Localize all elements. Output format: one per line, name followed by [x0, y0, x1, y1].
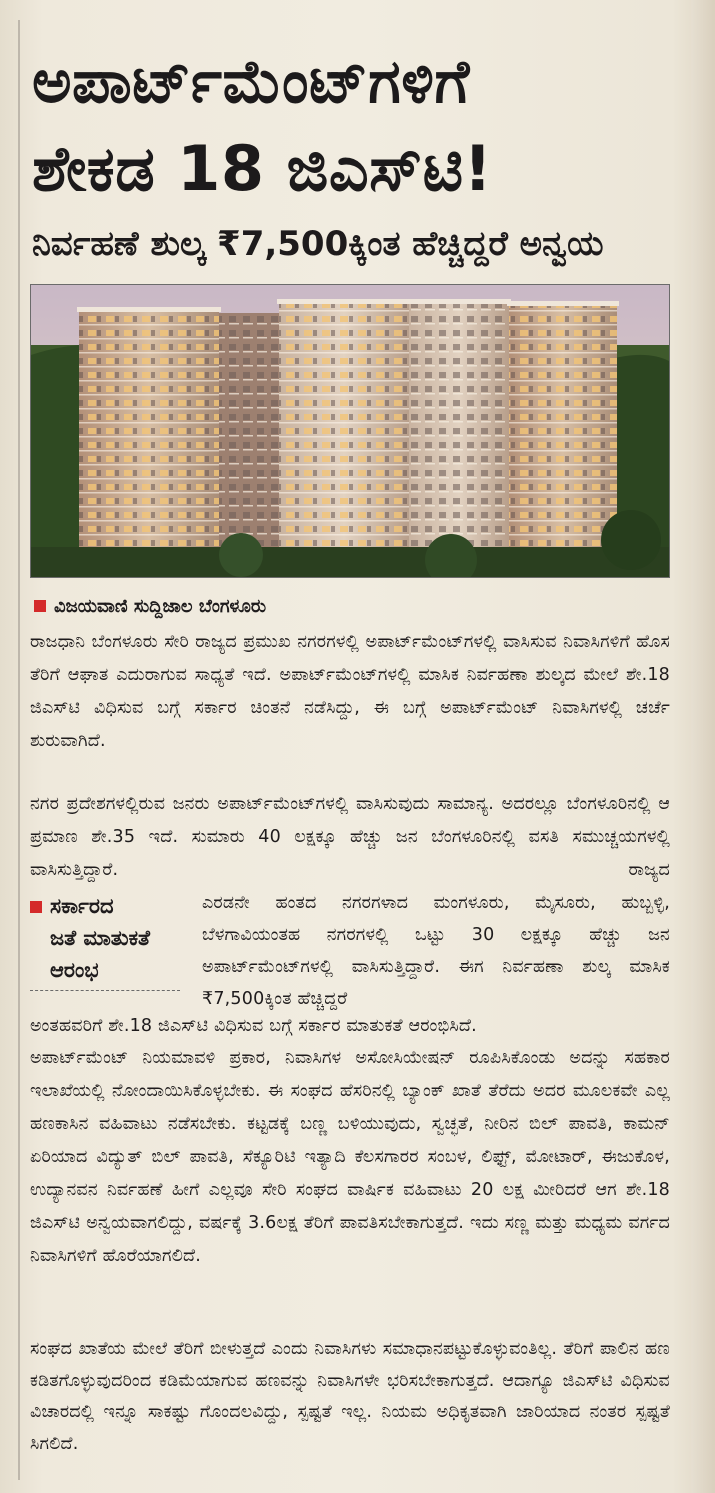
- paragraph-2-wide: ನಗರ ಪ್ರದೇಶಗಳಲ್ಲಿರುವ ಜನರು ಅಪಾರ್ಟ್‌ಮೆಂಟ್‌ಗಳಲ್ಲಿ ವಾಸಿಸುವುದು ಸಾಮಾನ್ಯ. ಅದರಲ್ಲೂ ಬೆಂಗಳೂರಿನಲ್ಲಿ ಆ ಪ್ರಮಾಣ ಶೇ.35 ಇದೆ. ಸುಮಾರು 40 ಲಕ್ಷಕ್ಕೂ ಹೆಚ್ಚು ಜನ ಬೆಂಗಳೂರಿನಲ್ಲಿ ವಸತಿ ಸಮುಚ್ಚಯಗಳಲ್ಲಿ ವಾಸಿಸುತ್ತಿದ್ದಾರೆ. ರಾಜ್ಯದ: [30, 794, 670, 880]
- column-rule: [18, 20, 20, 1480]
- page-edge: [691, 0, 715, 1493]
- paragraph-1: ರಾಜಧಾನಿ ಬೆಂಗಳೂರು ಸೇರಿ ರಾಜ್ಯದ ಪ್ರಮುಖ ನಗರಗಳಲ್ಲಿ ಅಪಾರ್ಟ್‌ಮೆಂಟ್‌ಗಳಲ್ಲಿ ವಾಸಿಸುವ ನಿವಾಸಿಗಳಿಗೆ ಹೊಸ ತೆರಿಗೆ ಆಘಾತ ಎದುರಾಗುವ ಸಾಧ್ಯತೆ ಇದೆ. ಅಪಾರ್ಟ್‌ಮೆಂಟ್‌ಗಳಲ್ಲಿ ಮಾಸಿಕ ನಿರ್ವಹಣಾ ಶುಲ್ಕದ ಮೇಲೆ ಶೇ.18 ಜಿಎಸ್‌ಟಿ ವಿಧಿಸುವ ಬಗ್ಗೆ ಸರ್ಕಾರ ಚಿಂತನೆ ನಡೆಸಿದ್ದು, ಈ ಬಗ್ಗೆ ಅಪಾರ್ಟ್‌ಮೆಂಟ್ ನಿವಾಸಿಗಳಲ್ಲಿ ಚರ್ಚೆ ಶುರುವಾಗಿದೆ.: [30, 632, 670, 751]
- apartment-photo: [30, 284, 670, 578]
- paragraph-2-narrow: ಎರಡನೇ ಹಂತದ ನಗರಗಳಾದ ಮಂಗಳೂರು, ಮೈಸೂರು, ಹುಬ್ಬಳ್ಳಿ, ಬೆಳಗಾವಿಯಂತಹ ನಗರಗಳಲ್ಲಿ ಒಟ್ಟು 30 ಲಕ್ಷಕ್ಕೂ ಹೆಚ್ಚು ಜನ ಅಪಾರ್ಟ್‌ಮೆಂಟ್‌ಗಳಲ್ಲಿ ವಾಸಿಸುತ್ತಿದ್ದಾರೆ. ಈಗ ನಿರ್ವಹಣಾ ಶುಲ್ಕ ಮಾಸಿಕ ₹7,500ಕ್ಕಿಂತ ಹೆಚ್ಚಿದ್ದರೆ: [202, 893, 670, 1009]
- sidebar-heading: [30, 890, 180, 986]
- sidebar-divider: [30, 990, 180, 991]
- headline-line-1: ಅಪಾರ್ಟ್‌ಮೆಂಟ್‌ಗಳಿಗೆ: [32, 47, 470, 117]
- paragraph-2-end: ಅಂತಹವರಿಗೆ ಶೇ.18 ಜಿಎಸ್‌ಟಿ ವಿಧಿಸುವ ಬಗ್ಗೆ ಸರ್ಕಾರ ಮಾತುಕತೆ ಆರಂಭಿಸಿದೆ.: [30, 1016, 477, 1036]
- headline-line-2: ಶೇಕಡ 18 ಜಿಎಸ್‌ಟಿ!: [32, 132, 493, 205]
- paragraph-4: ಸಂಘದ ಖಾತೆಯ ಮೇಲೆ ತೆರಿಗೆ ಬೀಳುತ್ತದೆ ಎಂದು ನಿವಾಸಿಗಳು ಸಮಾಧಾನಪಟ್ಟುಕೊಳ್ಳುವಂತಿಲ್ಲ. ತೆರಿಗೆ ಪಾಲಿನ ಹಣ ಕಡಿತಗೊಳ್ಳುವುದರಿಂದ ಕಡಿಮೆಯಾಗುವ ಹಣವನ್ನು ನಿವಾಸಿಗಳೇ ಭರಿಸಬೇಕಾಗುತ್ತದೆ. ಆದಾಗ್ಯೂ ಜಿಎಸ್‌ಟಿ ವಿಧಿಸುವ ವಿಚಾರದಲ್ಲಿ ಇನ್ನೂ ಸಾಕಷ್ಟು ಗೊಂದಲವಿದ್ದು, ಸ್ಪಷ್ಟತೆ ಇಲ್ಲ. ನಿಯಮ ಅಧಿಕೃತವಾಗಿ ಜಾರಿಯಾದ ನಂತರ ಸ್ಪಷ್ಟತೆ ಸಿಗಲಿದೆ.: [30, 1339, 670, 1454]
- sidebar-heading-line-3: ಆರಂಭ: [50, 958, 99, 982]
- subheadline: ನಿರ್ವಹಣೆ ಶುಲ್ಕ ₹7,500ಕ್ಕಿಂತ ಹೆಚ್ಚಿದ್ದರೆ ಅನ್ವಯ: [32, 224, 604, 264]
- sidebar-heading-line-1: ಸರ್ಕಾರದ: [50, 894, 114, 918]
- sidebar-heading-line-2: ಜತೆ ಮಾತುಕತೆ: [50, 926, 151, 950]
- paragraph-3: ಅಪಾರ್ಟ್‌ಮೆಂಟ್ ನಿಯಮಾವಳಿ ಪ್ರಕಾರ, ನಿವಾಸಿಗಳ ಅಸೋಸಿಯೇಷನ್ ರೂಪಿಸಿಕೊಂಡು ಅದನ್ನು ಸಹಕಾರ ಇಲಾಖೆಯಲ್ಲಿ ನೋಂದಾಯಿಸಿಕೊಳ್ಳಬೇಕು. ಈ ಸಂಘದ ಹೆಸರಿನಲ್ಲಿ ಬ್ಯಾಂಕ್ ಖಾತೆ ತೆರೆದು ಅದರ ಮೂಲಕವೇ ಎಲ್ಲ ಹಣಕಾಸಿನ ವಹಿವಾಟು ನಡೆಸಬೇಕು. ಕಟ್ಟಡಕ್ಕೆ ಬಣ್ಣ ಬಳಿಯುವುದು, ಸ್ವಚ್ಛತೆ, ನೀರಿನ ಬಿಲ್ ಪಾವತಿ, ಕಾಮನ್ ಏರಿಯಾದ ವಿದ್ಯುತ್ ಬಿಲ್ ಪಾವತಿ, ಸೆಕ್ಯೂರಿಟಿ ಇತ್ಯಾದಿ ಕೆಲಸಗಾರರ ಸಂಬಳ, ಲಿಫ್ಟ್, ಮೋಟಾರ್, ಈಜುಕೊಳ, ಉದ್ಯಾನವನ ನಿರ್ವಹಣೆ ಹೀಗೆ ಎಲ್ಲವೂ ಸೇರಿ ಸಂಘದ ವಾರ್ಷಿಕ ವಹಿವಾಟು 20 ಲಕ್ಷ ಮೀರಿದರೆ ಆಗ ಶೇ.18 ಜಿಎಸ್‌ಟಿ ಅನ್ವಯವಾಗಲಿದ್ದು, ವರ್ಷಕ್ಕೆ 3.6ಲಕ್ಷ ತೆರಿಗೆ ಪಾವತಿಸಬೇಕಾಗುತ್ತದೆ. ಇದು ಸಣ್ಣ ಮತ್ತು ಮಧ್ಯಮ ವರ್ಗದ ನಿವಾಸಿಗಳಿಗೆ ಹೊರೆಯಾಗಲಿದೆ.: [30, 1048, 670, 1266]
- red-square-bullet-icon: [34, 600, 46, 612]
- red-square-bullet-icon: [30, 901, 42, 913]
- byline-text: ವಿಜಯವಾಣಿ ಸುದ್ದಿಜಾಲ ಬೆಂಗಳೂರು: [54, 596, 267, 617]
- byline: [34, 592, 674, 622]
